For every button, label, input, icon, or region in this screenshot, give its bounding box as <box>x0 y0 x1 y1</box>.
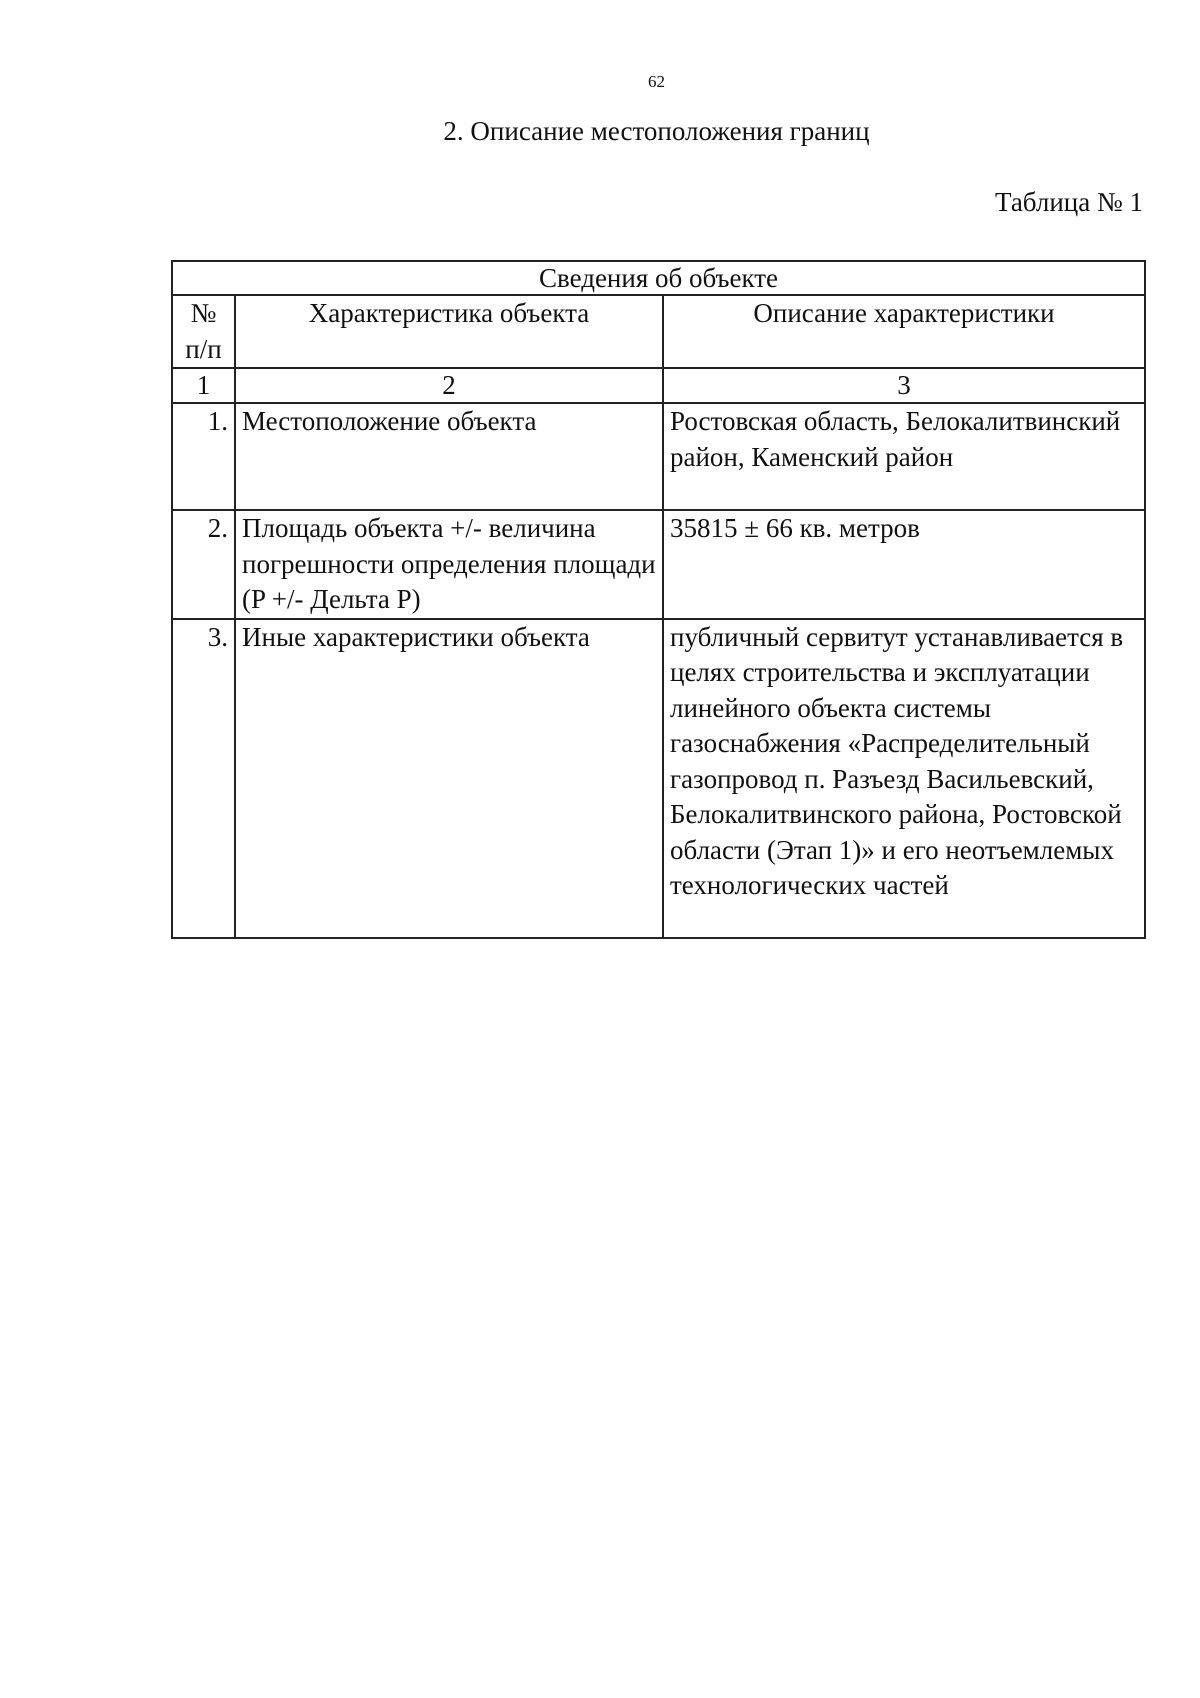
row-description: Ростовская область, Белокалитвинский район, Каменский район <box>663 403 1145 510</box>
row-number: 3. <box>172 619 235 938</box>
row-number: 2. <box>172 510 235 619</box>
row-characteristic: Площадь объекта +/- величина погрешности определения площади (P +/- Дельта P) <box>235 510 663 619</box>
table-caption-row <box>172 261 1145 295</box>
column-number-2: 2 <box>235 368 663 403</box>
header-description: Описание характеристики <box>663 295 1145 368</box>
table-header-row <box>172 295 1145 368</box>
row-description: 35815 ± 66 кв. метров <box>663 510 1145 619</box>
section-title: 2. Описание местоположения границ <box>443 116 870 146</box>
table-row <box>172 510 1145 619</box>
row-number: 1. <box>172 403 235 510</box>
object-info-table <box>171 260 1146 939</box>
table-row <box>172 403 1145 510</box>
table-title-cell: Сведения об объекте <box>172 261 1145 295</box>
row-characteristic: Иные характеристики объекта <box>235 619 663 938</box>
row-characteristic: Местоположение объекта <box>235 403 663 510</box>
column-number-1: 1 <box>172 368 235 403</box>
column-numbers-row <box>172 368 1145 403</box>
header-number: № п/п <box>172 295 235 368</box>
table-caption: Таблица № 1 <box>995 187 1143 217</box>
header-characteristic: Характеристика объекта <box>235 295 663 368</box>
page-number: 62 <box>648 72 665 91</box>
column-number-3: 3 <box>663 368 1145 403</box>
table-row <box>172 619 1145 938</box>
row-description: публичный сервитут устанавливается в целях строительства и эксплуатации линейного объекта системы газоснабжения «Распределительный газопровод п. Разъезд Васильевский, Белокалитвинского района, Ростовской области (Этап 1)» и его неотъемлемых технологических частей <box>663 619 1145 938</box>
